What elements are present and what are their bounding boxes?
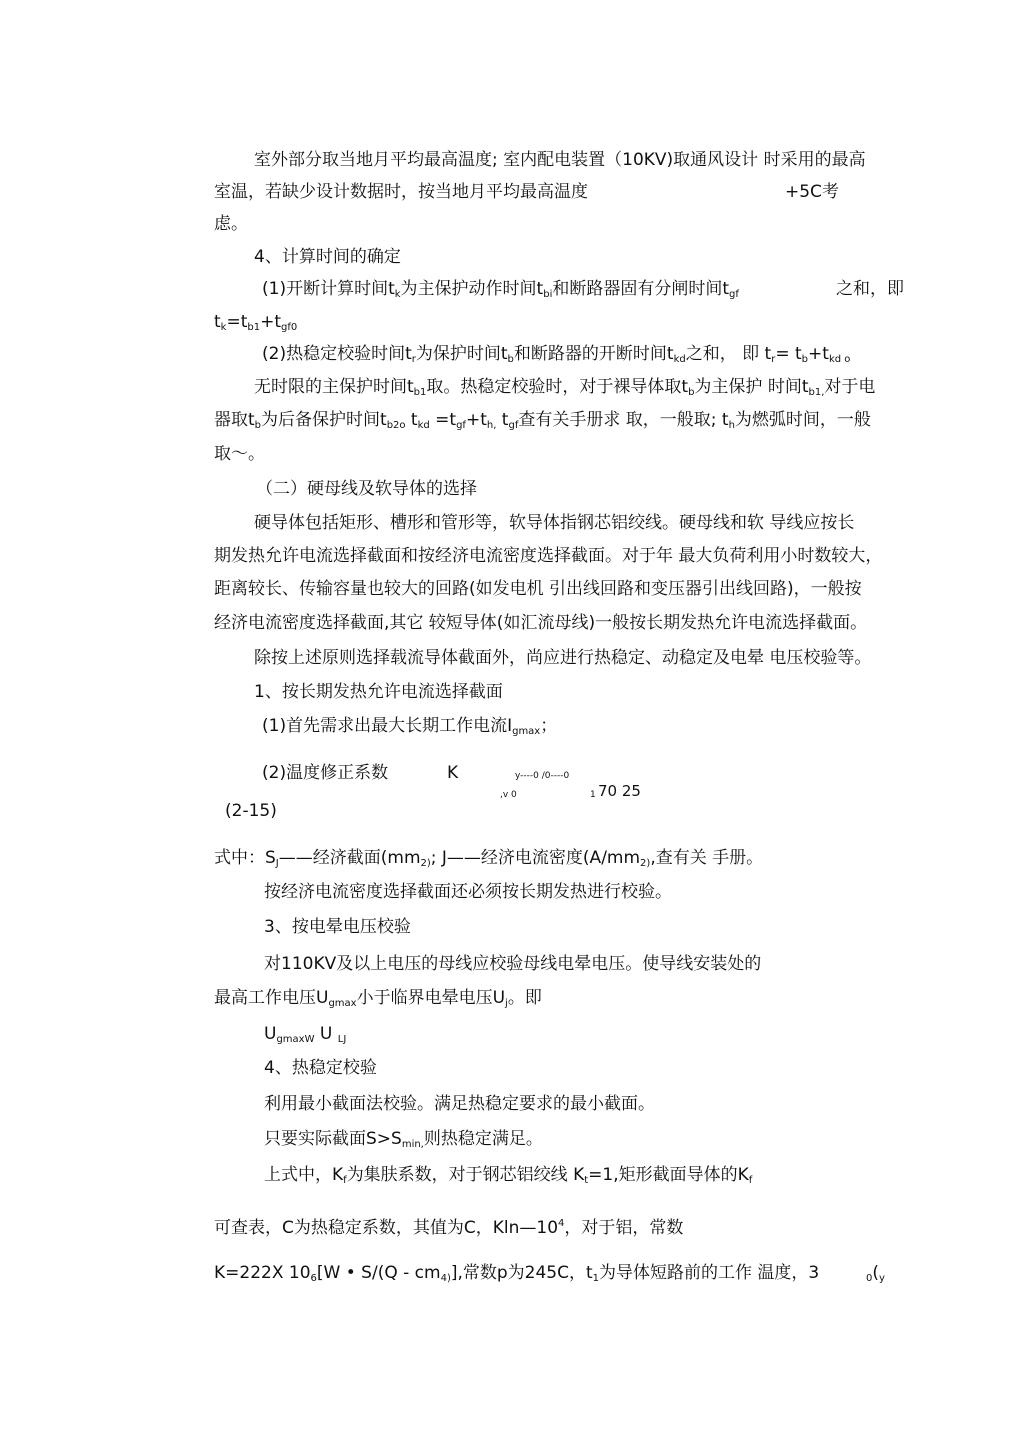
text-line: 式中：$S_J——$经济截面($mm_{2)}$; J——经济电流密度($A/mm_{2)}$,查有关 手册。 (214, 848, 764, 869)
text-line: 最高工作电压$U_{gmax}$小于临界电晕电压$U_j$。即 (214, 988, 542, 1009)
formula-fraction-right: 70 25 (598, 782, 641, 800)
text-line: 器取$t_b$为后备保护时间$t_{b2o}$ $t_{kd} =t_{gf}+t_{h,}$ $t_{gf}$查有关手册求 取，一般取; $t_h$为燃弧时间，一般 (214, 410, 871, 431)
text-line: 室温，若缺少设计数据时，按当地月平均最高温度 (214, 182, 588, 202)
text-line: 无时限的主保护时间$t_{b1}$取。热稳定校验时，对于裸导体取$t_b$为主保护 时间$t_{b1,}$对于电 (254, 377, 876, 398)
formula-fraction-left: ,v 0 (500, 790, 517, 800)
text-line: 虑。 (214, 214, 248, 234)
text-line: 室外部分取当地月平均最高温度; 室内配电装置（10KV)取通风设计 时采用的最高 (254, 150, 866, 170)
text-line: (2)热稳定校验时间$t_r$为保护时间$t_b$和断路器的开断时间$t_{kd}$之和， 即 $t_r= t_b+t_{kd o}$ (262, 344, 851, 365)
text-line: $t_k=t_{b1}+t_{gf0}$ (214, 312, 298, 333)
text-line: 只要实际截面$S>S_{min,}$则热稳定满足。 (264, 1129, 543, 1150)
formula-fraction-top: y----0 /0----0 (515, 771, 570, 781)
formula-symbol: K (447, 763, 459, 783)
text-line: 利用最小截面法校验。满足热稳定要求的最小截面。 (264, 1094, 655, 1114)
text-line: 对110KV及以上电压的母线应校验母线电晕电压。使导线安装处的 (264, 954, 762, 974)
text-line: 距离较长、传输容量也较大的回路(如发电机 引出线回路和变压器引出线回路)，一般按 (214, 579, 862, 599)
section-heading: 4、计算时间的确定 (254, 247, 401, 267)
text-line: $U_{gmaxW}$ U $_{LJ}$ (264, 1024, 347, 1045)
equation-number: (2-15) (225, 801, 277, 821)
section-heading: 4、热稳定校验 (264, 1058, 377, 1078)
text-line: 可查表，C为热稳定系数，其值为C，$Kln—10^4$，对于铝，常数 (214, 1218, 684, 1238)
section-heading: 3、按电晕电压校验 (264, 917, 411, 937)
text-line: 上式中，$K_f$为集肤系数，对于钢芯铝绞线 $K_t=1$,矩形截面导体的$K_f$ (264, 1165, 753, 1186)
text-line: 按经济电流密度选择截面还必须按长期发热进行校验。 (264, 882, 672, 902)
text-line: 取～。 (214, 444, 265, 464)
text-line: 之和，即 (836, 279, 904, 299)
text-line: 经济电流密度选择截面,其它 较短导体(如汇流母线)一般按长期发热允许电流选择截面。 (214, 613, 868, 633)
text-line: $_0(_y$ (866, 1263, 885, 1284)
text-line: (1)首先需求出最大长期工作电流$I_{gmax}$； (262, 716, 558, 737)
section-heading: （二）硬母线及软导体的选择 (256, 479, 477, 499)
text-line: 期发热允许电流选择截面和按经济电流密度选择截面。对于年 最大负荷利用小时数较大， (214, 546, 883, 566)
text-line: (1)开断计算时间$t_k$为主保护动作时间$t_{bi}$和断路器固有分闸时间$t_{gf}$ (262, 279, 739, 300)
text-line: (2)温度修正系数 (262, 763, 389, 783)
text-line: +5C考 (785, 182, 839, 202)
text-line: K=222X $10_6[W$ • $S/(Q - cm_{4)}]$,常数p为245C，$t_1$为导体短路前的工作 温度，3 (214, 1263, 820, 1284)
text-line: 除按上述原则选择载流导体截面外，尚应进行热稳定、动稳定及电晕 电压校验等。 (254, 648, 872, 668)
section-heading: 1、按长期发热允许电流选择截面 (254, 682, 503, 702)
formula-fraction-right-small: 1 (590, 790, 596, 800)
text-line: 硬导体包括矩形、槽形和管形等，软导体指钢芯铝绞线。硬母线和软 导线应按长 (254, 513, 855, 533)
